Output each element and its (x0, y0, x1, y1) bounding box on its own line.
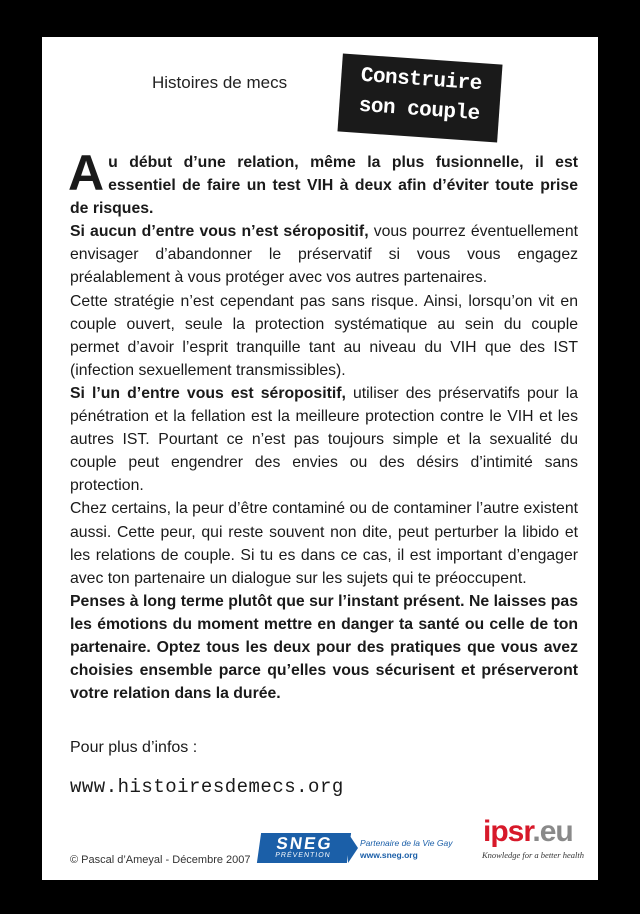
sneg-url[interactable]: www.sneg.org (360, 850, 418, 860)
stamp-title (337, 54, 502, 143)
paragraph-strategy: Cette stratégie n’est cependant pas sans risque. Ainsi, lorsqu’on vit en couple ouvert, seule la protection systématique au sein du couple permet d’avoir l’esprit tranquille tant au niveau du VIH que des IST (infection sexuellement transmissibles). (70, 292, 578, 379)
sneg-arrow-icon (348, 833, 358, 863)
sneg-logo-sub: PRÉVENTION (274, 852, 332, 859)
conclusion-bold-text: Penses à long terme plutôt que sur l’instant présent. Ne laisses pas les émotions du moment mettre en danger ta santé ou celle de ton partenaire. Optez tous les deux pour des pratiques que vous avez choisies ensemble parce qu’elles vous sécurisent et préserveront votre relation dans la durée. (70, 592, 578, 703)
paragraph-intro (68, 145, 578, 220)
ipsr-logo-grey: .eu (532, 815, 573, 848)
paragraph-seropositive (70, 382, 578, 497)
article-body (68, 145, 578, 705)
seronegative-lead: Si aucun d’entre vous n’est séropositif, (70, 223, 369, 241)
brand-title: Histoires de mecs (152, 73, 288, 92)
paragraph-fear: Chez certains, la peur d’être contaminé ou de contaminer l’autre existent aussi. Cette peur, qui reste souvent non dite, peut perturber la libido et les relations de couple. Si tu es dans ce cas, il est important d’engager avec ton partenaire un dialogue sur les sujets qui te préoccupent. (70, 500, 578, 587)
stamp-line-2: son couple (357, 94, 481, 127)
ipsr-logo-red: ipsr (483, 815, 533, 848)
sneg-tagline: Partenaire de la Vie Gay (360, 838, 453, 848)
sneg-info (360, 837, 452, 861)
seropositive-lead: Si l’un d’entre vous est séropositif, (70, 384, 346, 402)
sneg-logo (257, 833, 351, 863)
more-info-label: Pour plus d’infos : (70, 739, 198, 756)
website-link[interactable]: www.histoiresdemecs.org (70, 776, 344, 798)
seropositive-text: utiliser des préservatifs pour la pénétration et la fellation est la meilleure protection contre le VIH et les autres IST. Pourtant ce n’est pas toujours simple et la sexualité du couple peut engendrer des envies ou des désirs d’intimité sans protection. (70, 384, 578, 495)
flyer-card (42, 37, 598, 880)
copyright-text: © Pascal d’Ameyal - Décembre 2007 (70, 854, 251, 866)
stamp-line-1: Construire (360, 64, 483, 97)
paragraph-seronegative (70, 220, 578, 289)
intro-bold-text: u début d’une relation, même la plus fusionnelle, il est essentiel de faire un test VIH à deux afin d’éviter toute prise de risques. (70, 154, 578, 218)
sneg-logo-name: SNEG (275, 834, 335, 853)
seronegative-text: vous pourrez éventuellement envisager d’abandonner le préservatif si vous vous engagez préalablement à vous protéger avec vos autres partenaires. (70, 223, 578, 287)
drop-cap: A (68, 145, 105, 201)
ipsr-tagline: Knowledge for a better health (482, 850, 584, 860)
paragraph-conclusion (70, 590, 578, 705)
ipsr-logo (483, 815, 573, 849)
